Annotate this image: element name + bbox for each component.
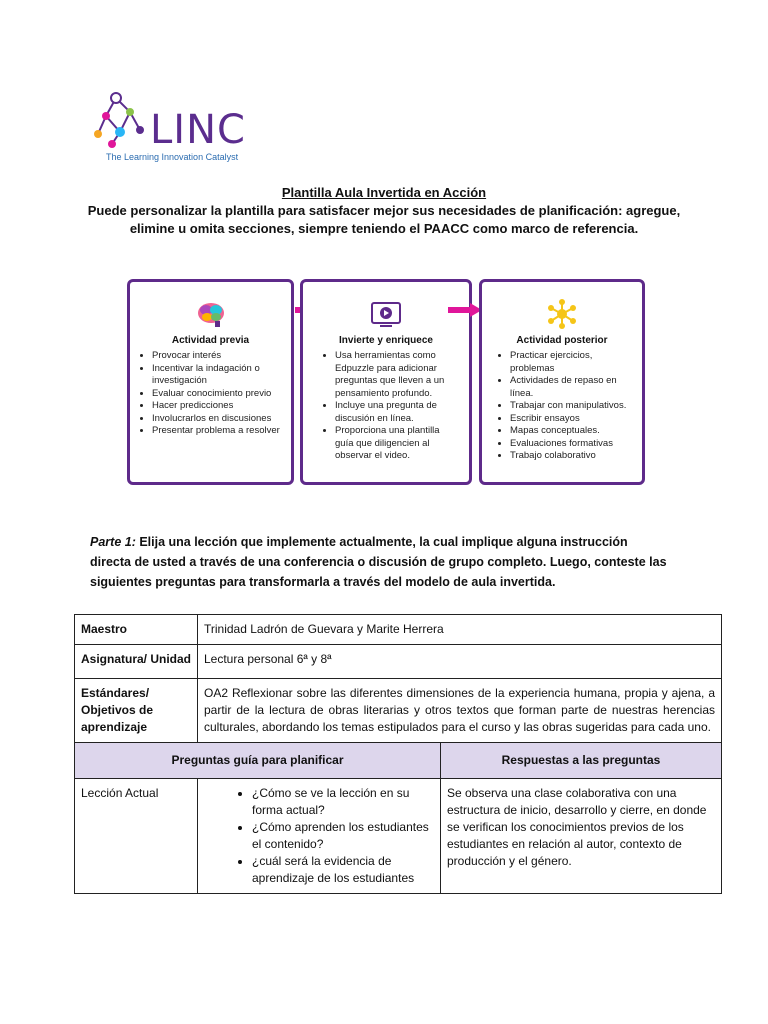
flow-list-previa	[138, 350, 285, 438]
list-item: • Provocar interés	[152, 350, 285, 363]
leccion-label: Lección Actual	[75, 779, 198, 894]
flow-box-previa	[127, 279, 294, 485]
flow-box-posterior	[479, 279, 645, 485]
list-item: • ¿Cómo se ve la lección en su forma actual?	[252, 785, 434, 819]
list-item: • ¿cuál será la evidencia de aprendizaje de los estudiantes	[252, 853, 434, 887]
header-preguntas: Preguntas guía para planificar	[75, 743, 441, 779]
flow-heading-invierte: Invierte y enriquece	[339, 335, 433, 346]
list-item: • Actividades de repaso en línea.	[510, 375, 636, 400]
list-item: • Mapas conceptuales.	[510, 425, 636, 438]
network-logo-icon	[90, 90, 150, 152]
list-item: • ¿Cómo aprenden los estudiantes el contenido?	[252, 819, 434, 853]
brain-icon	[195, 298, 227, 330]
asignatura-label: Asignatura/ Unidad	[75, 645, 198, 679]
table-row	[75, 679, 722, 743]
list-item: • Involucrarlos en discusiones	[152, 413, 285, 426]
table-row	[75, 645, 722, 679]
estandares-value: OA2 Reflexionar sobre las diferentes dimensiones de la experiencia humana, propia y ajena, a partir de la lectura de obras literarias y otros textos que forman parte de nuestras herencias culturales, abordando los temas estipulados para el curso y las obras sugeridas para cada uno.	[198, 679, 722, 743]
list-item: • Incentivar la indagación o investigación	[152, 363, 285, 388]
maestro-label: Maestro	[75, 615, 198, 645]
list-item: • Evaluaciones formativas	[510, 438, 636, 451]
list-item: • Hacer predicciones	[152, 400, 285, 413]
page-title: Plantilla Aula Invertida en Acción	[281, 185, 487, 200]
list-item: • Presentar problema a resolver	[152, 425, 285, 438]
title-block	[80, 184, 688, 238]
list-item: • Practicar ejercicios, problemas	[510, 350, 636, 375]
flow-list-invierte	[313, 350, 457, 463]
list-item: • Evaluar conocimiento previo	[152, 388, 285, 401]
table-row	[75, 615, 722, 645]
table-row	[75, 779, 722, 894]
estandares-label: Estándares/ Objetivos de aprendizaje	[75, 679, 198, 743]
flow-heading-posterior: Actividad posterior	[516, 335, 608, 346]
list-item: • Proporciona una plantilla guía que diligencien al observar el video.	[335, 425, 457, 463]
list-item: • Usa herramientas como Edpuzzle para adicionar preguntas que lleven a un pensamiento profundo.	[335, 350, 457, 400]
planning-table	[74, 614, 722, 894]
list-item: • Trabajo colaborativo	[510, 450, 636, 463]
logo-wordmark: LINC	[150, 107, 246, 153]
table-header-row	[75, 743, 722, 779]
flow-heading-previa: Actividad previa	[171, 335, 250, 346]
video-play-icon	[370, 298, 402, 330]
question-list	[204, 785, 434, 887]
parte-1-instructions	[90, 532, 670, 592]
flipped-class-flow	[127, 279, 645, 489]
parte-label: Parte 1:	[90, 535, 136, 549]
flow-list-posterior	[490, 350, 636, 463]
leccion-preguntas	[198, 779, 441, 894]
list-item: • Trabajar con manipulativos.	[510, 400, 636, 413]
logo-tagline: The Learning Innovation Catalyst	[106, 152, 239, 162]
maestro-value: Trinidad Ladrón de Guevara y Marite Herrera	[198, 615, 722, 645]
list-item: • Incluye una pregunta de discusión en línea.	[335, 400, 457, 425]
page-subtitle: Puede personalizar la plantilla para satisfacer mejor sus necesidades de planificación: agregue, elimine u omita secciones, siempre teniendo el PAACC como marco de referencia.	[87, 203, 681, 236]
leccion-respuesta: Se observa una clase colaborativa con una estructura de inicio, desarrollo y cierre, en donde se verifican los conocimientos previos de los estudiantes en relación al autor, contexto de producción y el género.	[441, 779, 722, 894]
asignatura-value: Lectura personal 6ª y 8ª	[198, 645, 722, 679]
network-icon	[546, 298, 578, 330]
parte-text: Elija una lección que implemente actualmente, la cual implique alguna instrucción directa de usted a través de una conferencia o discusión de grupo completo. Luego, conteste las siguientes preguntas para transformarla a través del modelo de aula invertida.	[90, 535, 667, 589]
linc-logo	[90, 90, 260, 170]
header-respuestas: Respuestas a las preguntas	[441, 743, 722, 779]
list-item: • Escribir ensayos	[510, 413, 636, 426]
